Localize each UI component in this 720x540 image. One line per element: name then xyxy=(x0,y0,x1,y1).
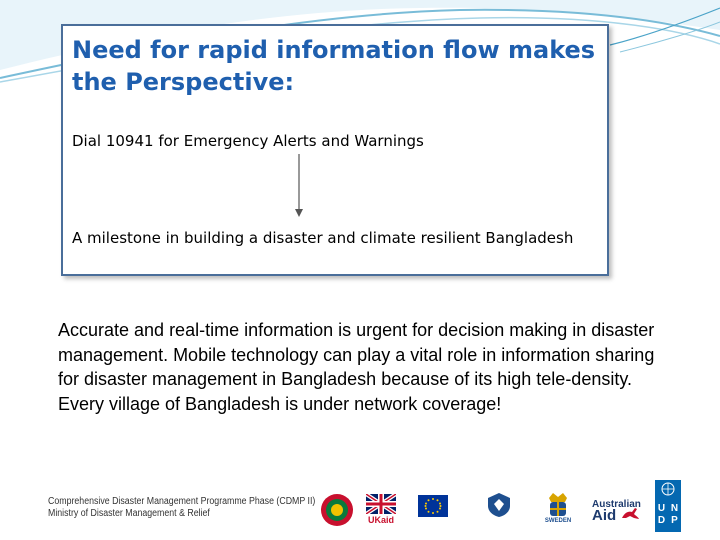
australian-aid-line1: Australian xyxy=(592,499,641,510)
dial-line: Dial 10941 for Emergency Alerts and Warnings xyxy=(72,132,424,150)
eu-flag-icon xyxy=(418,495,448,517)
title-box xyxy=(61,24,609,276)
norway-embassy-emblem-icon xyxy=(486,492,512,518)
milestone-text: A milestone in building a disaster and climate resilient Bangladesh xyxy=(72,229,574,247)
undp-letter: N xyxy=(670,503,679,514)
undp-letter: U xyxy=(657,503,666,514)
undp-letter: P xyxy=(671,515,678,526)
uk-flag-icon xyxy=(366,494,396,514)
footer-line-ministry: Ministry of Disaster Management & Relief xyxy=(48,508,210,519)
kangaroo-icon xyxy=(620,506,640,520)
footer-line-program: Comprehensive Disaster Management Programme Phase (CDMP II) xyxy=(48,496,316,507)
australian-aid-line2: Aid xyxy=(592,507,617,524)
undp-logo xyxy=(655,480,681,532)
sweden-crown-emblem-icon xyxy=(545,490,571,518)
slide-title: Need for rapid information flow makes the Perspective: xyxy=(72,36,596,96)
un-emblem-icon xyxy=(655,480,681,498)
bangladesh-govt-seal-logo xyxy=(320,493,354,527)
body-paragraph: Accurate and real-time information is urgent for decision making in disaster management. Mobile technology can play a vital role in information sharing for disaster management in Bangladesh because of its high tele-density. Every village of Bangladesh is under network coverage! xyxy=(58,320,655,414)
footer-program-text xyxy=(48,496,315,520)
ukaid-label: UKaid xyxy=(367,515,394,525)
undp-letters xyxy=(655,503,681,527)
down-arrow-icon xyxy=(293,154,305,218)
undp-letter: D xyxy=(657,515,666,526)
sweden-label: SWEDEN xyxy=(544,518,572,524)
